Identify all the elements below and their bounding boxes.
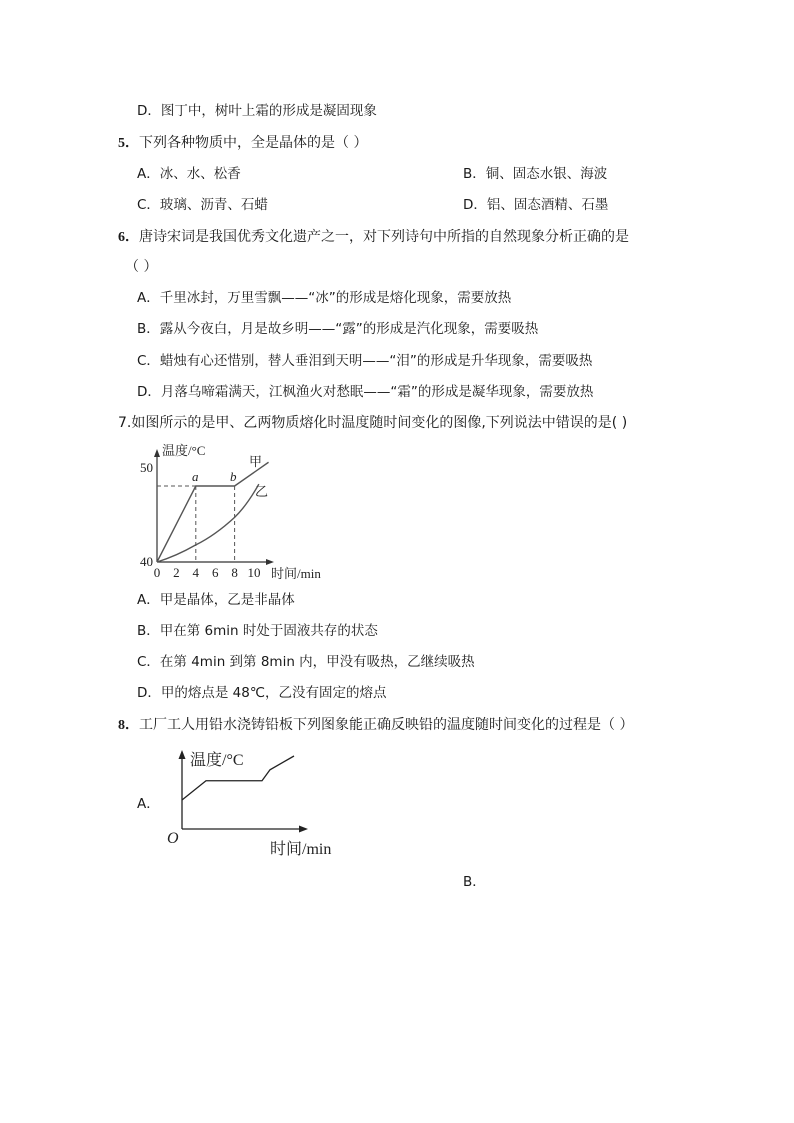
q7-x-arrow: [266, 559, 274, 565]
q7-option-b: B．甲在第 6min 时处于固液共存的状态: [137, 623, 378, 639]
q7-x-tick: 0: [153, 565, 161, 580]
q8-y-axis-label: 温度/°C: [190, 752, 244, 769]
q5-option-a: A．冰、水、松香: [137, 166, 241, 182]
q8-x-axis-label: 时间/min: [270, 841, 332, 858]
q4-option-d: D．图丁中，树叶上霜的形成是凝固现象: [137, 103, 377, 119]
q7-y-tick-40: 40: [140, 554, 153, 569]
q8-option-a-label: A．: [137, 796, 160, 812]
q5-option-c: C．玻璃、沥青、石蜡: [137, 197, 268, 213]
q6-option-b: B．露从今夜白，月是故乡明——“露”的形成是汽化现象，需要吸热: [137, 321, 539, 337]
q7-series-jia-label: 甲: [249, 454, 263, 469]
q7-y-arrow: [154, 449, 160, 457]
q6-option-c: C．蜡烛有心还惜别，替人垂泪到天明——“泪”的形成是升华现象，需要吸热: [137, 353, 593, 369]
q5-stem: 下列各种物质中，全是晶体的是（ ）: [139, 135, 368, 151]
q7-option-a: A．甲是晶体，乙是非晶体: [137, 592, 295, 608]
q7-question: 7.如图所示的是甲、乙两物质熔化时温度随时间变化的图像,下列说法中错误的是( ): [118, 415, 628, 431]
q6-option-d: D．月落乌啼霜满天，江枫渔火对愁眠——“霜”的形成是凝华现象，需要放热: [137, 384, 594, 400]
q7-series-jia-line: [157, 462, 269, 562]
q6-option-a: A．千里冰封，万里雪飘——“冰”的形成是熔化现象，需要放热: [137, 290, 512, 306]
q6-answer-paren: （ ）: [125, 259, 158, 275]
q8-number: 8．: [118, 718, 139, 733]
q7-option-c: C．在第 4min 到第 8min 内，甲没有吸热，乙继续吸热: [137, 654, 475, 670]
q7-point-b-label: b: [230, 469, 237, 484]
q6-stem: 唐诗宋词是我国优秀文化遗产之一，对下列诗句中所指的自然现象分析正确的是: [139, 229, 629, 245]
q8-question: [118, 716, 633, 735]
q5-option-b: B．铜、固态水银、海波: [463, 166, 608, 182]
q7-series-yi-label: 乙: [255, 484, 269, 499]
q6-question: [118, 228, 629, 247]
q7-x-axis-label: 时间/min: [271, 566, 321, 581]
q6-number: 6．: [118, 230, 139, 245]
q8-x-arrow: [299, 826, 308, 833]
q8-option-b-label: B．: [463, 874, 486, 890]
q7-y-tick-50: 50: [140, 460, 153, 475]
q8-stem: 工厂工人用铅水浇铸铅板下列图象能正确反映铅的温度随时间变化的过程是（ ）: [139, 717, 634, 733]
q7-x-tick: 4: [192, 565, 200, 580]
q8-option-a-graph: [160, 745, 350, 860]
q7-series-yi-curve: [157, 484, 259, 562]
q7-x-tick: 6: [211, 565, 219, 580]
q5-question: [118, 134, 367, 153]
q7-x-tick: 2: [173, 565, 180, 580]
q7-x-tick: 10: [247, 565, 261, 580]
q8-origin-label: O: [167, 830, 179, 847]
q7-x-tick: 8: [231, 565, 238, 580]
q8-y-arrow: [179, 750, 186, 759]
q7-melting-graph: [130, 438, 350, 588]
q7-y-axis-label: 温度/°C: [162, 443, 206, 458]
q7-option-d: D．甲的熔点是 48℃，乙没有固定的熔点: [137, 685, 387, 701]
q5-option-d: D．铝、固态酒精、石墨: [463, 197, 609, 213]
q5-number: 5．: [118, 136, 139, 151]
q7-point-a-label: a: [192, 469, 199, 484]
